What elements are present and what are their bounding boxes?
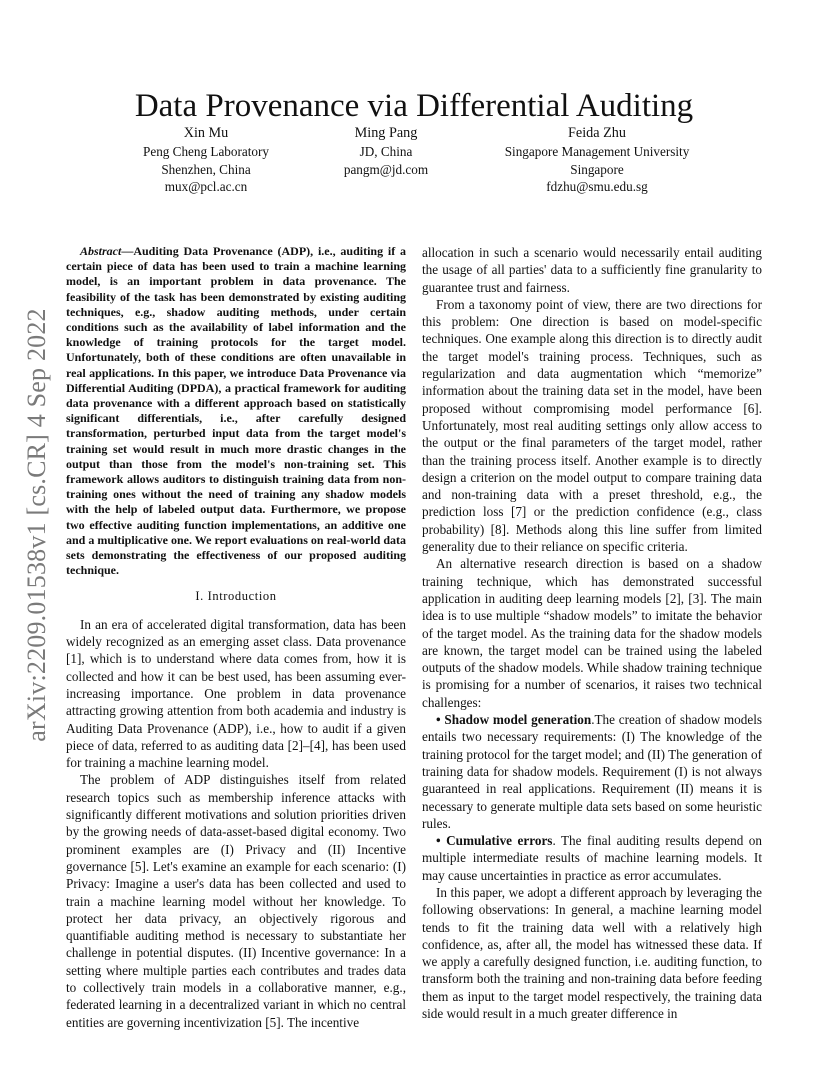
bullet-item xyxy=(422,711,762,832)
paragraph: The problem of ADP distinguishes itself from related research topics such as membership inference attacks with significantly different motivations and solution priorities driven by the growing needs of data-asset-based digital economy. Two prominent examples are (I) Privacy and (II) Incentive governance [5]. Let's examine an example for each scenario: (I) Privacy: Imagine a user's data has been collected and used to train a machine learning model without her knowledge. To protect her data privacy, an objectively rigorous and quantifiable auditing method is necessary to substantiate her challenge in potential disputes. (II) Incentive governance: In a setting where multiple parties each contributes and trades data to collectively train models in a collaborative manner, e.g., federated learning in a decentralized variant in which no central entities are governing incentivization [5]. The incentive xyxy=(66,772,406,1030)
paragraph: allocation in such a scenario would necessarily entail auditing the usage of all parties' data to a sufficiently fine granularity to guarantee trust and fairness. xyxy=(422,245,762,295)
bullet-heading: • Shadow model generation xyxy=(436,712,592,728)
author-block-3 xyxy=(492,125,702,195)
paragraph: An alternative research direction is based on a shadow training technique, which has demonstrated successful application in auditing deep learning models [2], [3]. The main idea is to use multiple “shadow models” to imitate the behavior of the target model. As the training data for the shadow models are known, the target model can be trained using the labeled outputs of the shadow models. While shadow training technique is promising for a number of scenarios, it raises two technical challenges: xyxy=(422,556,762,710)
arxiv-sidebar-stamp xyxy=(22,295,52,755)
left-column xyxy=(66,244,406,1031)
author-location: Shenzhen, China xyxy=(161,161,251,177)
arxiv-identifier: arXiv:2209.01538v1 [cs.CR] 4 Sep 2022 xyxy=(22,308,51,742)
author-block-2 xyxy=(336,125,436,178)
author-email: pangm@jd.com xyxy=(343,161,429,177)
author-affiliation: Singapore Management University xyxy=(504,144,690,160)
paragraph: From a taxonomy point of view, there are two directions for this problem: One direction is based on model-specific techniques. One example along this direction is to directly audit the target model's training process. Techniques, such as regularization and data augmentation which “memorize” information about the training data set in the model, have been proposed without compromising model performance [6]. Unfortunately, most real auditing settings only allow access to the output or the final parameters of the target model, rather than the training process itself. Another example is to directly design a criterion on the model output to compare training data and non-training data with a preset threshold, e.g., the prediction loss [7] or the prediction confidence (e.g., class probability) [8]. Methods along this line suffer from limited generality due to their reliance on specific criteria. xyxy=(422,296,762,555)
abstract-label: Abstract xyxy=(80,244,122,258)
paragraph: In an era of accelerated digital transformation, data has been widely recognized as an emerging asset class. Data provenance [1], which is to understand where data comes from, how it is collected and how it can be best used, has been assuming ever-increasing importance. One problem in data provenance attracting growing attention from both academia and industry is Auditing Data Provenance (ADP), i.e., how to audit if a given piece of data, referred to as auditing data [2]–[4], has been used for training a machine learning model. xyxy=(66,616,406,771)
abstract xyxy=(66,244,406,578)
author-name: Xin Mu xyxy=(183,125,229,141)
author-block-1 xyxy=(141,125,271,195)
author-email: mux@pcl.ac.cn xyxy=(164,178,248,194)
abstract-text: —Auditing Data Provenance (ADP), i.e., auditing if a certain piece of data has been used to train a machine learning model, is an important problem in data provenance. The feasibility of the task has been demonstrated by existing auditing techniques, e.g., shadow auditing methods, under certain conditions such as the availability of label information and the knowledge of training protocols for the target model. Unfortunately, both of these conditions are often unavailable in real applications. In this paper, we introduce Data Provenance via Differential Auditing (DPDA), a practical framework for auditing data provenance with a different approach based on statistically significant differentials, i.e., after carefully designed transformation, perturbed input data from the target model's training set would result in much more drastic changes in the output than those from the model's non-training set. This framework allows auditors to distinguish training data from non-training ones without the need of training any shadow models with the help of labeled output data. Furthermore, we propose two effective auditing function implementations, an additive one and a multiplicative one. We report evaluations on real-world data sets demonstrating the effectiveness of our proposed auditing technique. xyxy=(66,244,407,578)
bullet-body: .The creation of shadow models entails two necessary requirements: (I) The knowledge of the training protocol for the target model; and (II) The generation of training data for shadow models. Requirement (I) is not always guaranteed in real applications. Requirement (II) means it is necessary to generate multiple data sets based on some heuristic rules. xyxy=(422,712,762,831)
author-affiliation: JD, China xyxy=(359,144,413,160)
bullet-body: . The final auditing results depend on multiple intermediate results of machine learning models. It may cause uncertainties in practice as error accumulates. xyxy=(422,833,762,883)
paper-title: Data Provenance via Differential Auditing xyxy=(134,88,694,125)
paragraph: In this paper, we adopt a different approach by leveraging the following observations: In general, a machine learning model tends to fit the training data well with a relatively high confidence, as, after all, the model has witnessed these data. If we apply a carefully designed function, i.e. auditing function, to transform both the training and non-training data before feeding them as input to the target model respectively, the training data side would result in a much greater difference in xyxy=(422,884,762,1022)
bullet-item xyxy=(422,832,762,884)
author-email: fdzhu@smu.edu.sg xyxy=(546,178,648,194)
section-heading-introduction: I. Introduction xyxy=(195,589,277,604)
author-name: Feida Zhu xyxy=(568,125,626,141)
author-name: Ming Pang xyxy=(354,125,418,141)
author-location: Singapore xyxy=(570,161,624,177)
right-column xyxy=(422,244,762,1022)
bullet-heading: • Cumulative errors xyxy=(436,833,553,849)
author-affiliation: Peng Cheng Laboratory xyxy=(143,144,269,160)
